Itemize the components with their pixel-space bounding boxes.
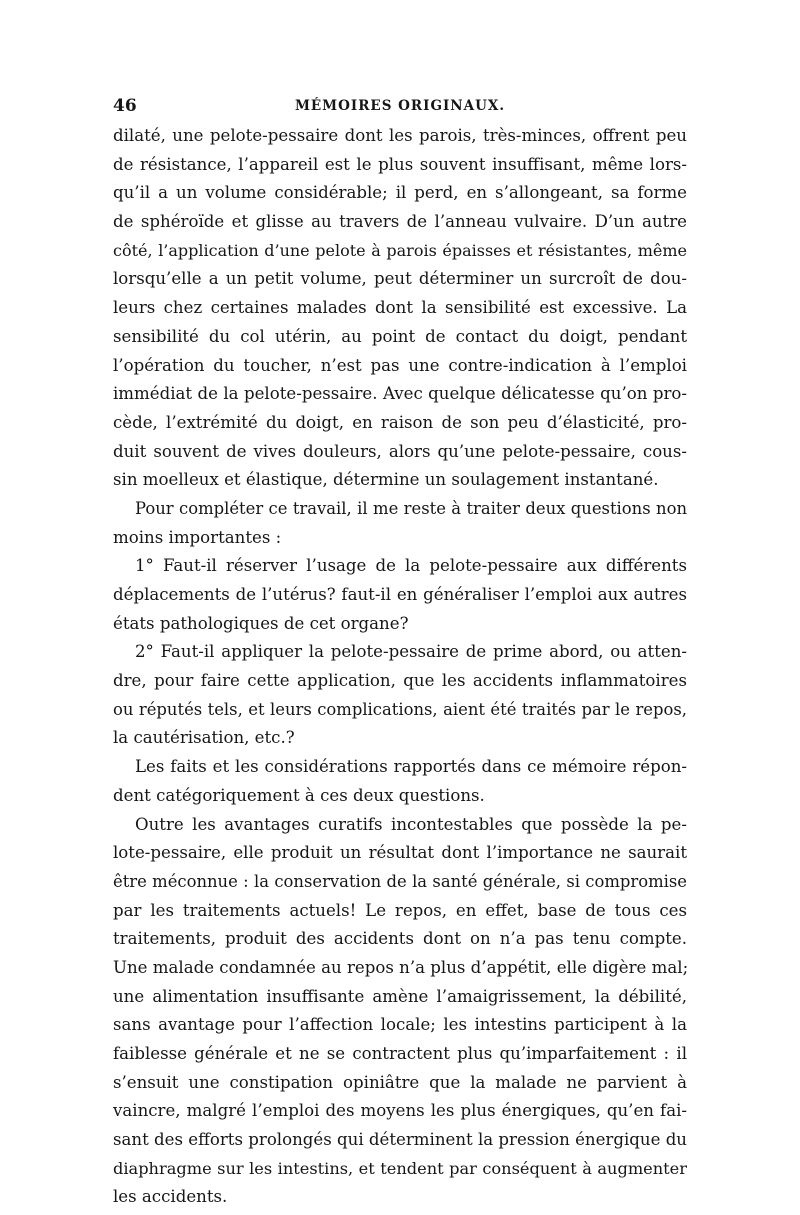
text-line: immédiat de la pelote-pessaire. Avec quelque délicatesse qu’on pro- (113, 384, 687, 404)
text-line: dent catégoriquement à ces deux questions. (113, 785, 485, 805)
text-line: moins importantes : (113, 527, 282, 547)
text-line: être méconnue : la conservation de la santé générale, si compromise (113, 871, 687, 891)
running-title: MÉMOIRES ORIGINAUX. (294, 98, 506, 114)
text-line: déplacements de l’utérus? faut-il en généraliser l’emploi aux autres (113, 585, 687, 604)
text-line: Outre les avantages curatifs incontestables que possède la pe- (135, 814, 687, 834)
text-line: traitements, produit des accidents dont on n’a pas tenu compte. (113, 929, 687, 949)
text-line: duit souvent de vives douleurs, alors qu’une pelote-pessaire, cous- (113, 441, 687, 461)
text-line: lote-pessaire, elle produit un résultat dont l’importance ne saurait (113, 843, 687, 863)
text-line: la cautérisation, etc.? (113, 728, 295, 748)
text-line: états pathologiques de cet organe? (113, 613, 409, 633)
text-line: sin moelleux et élastique, détermine un soulagement instantané. (113, 470, 659, 490)
text-line: les accidents. (113, 1187, 228, 1207)
text-line: dilaté, une pelote-pessaire dont les parois, très-minces, offrent peu (113, 126, 687, 145)
text-line: ou réputés tels, et leurs complications, aient été traités par le repos, (113, 699, 687, 719)
text-line: faiblesse générale et ne se contractent plus qu’imparfaitement : il (113, 1044, 687, 1063)
text-line: l’opération du toucher, n’est pas une contre-indication à l’emploi (113, 355, 687, 375)
text-line: Les faits et les considérations rapportés dans ce mémoire répon- (135, 757, 687, 777)
text-line: qu’il a un volume considérable; il perd, en s’allongeant, sa forme (113, 183, 687, 203)
text-line: lorsqu’elle a un petit volume, peut déterminer un surcroît de dou- (113, 269, 687, 289)
text-line: s’ensuit une constipation opiniâtre que la malade ne parvient à (113, 1072, 687, 1092)
text-line: de résistance, l’appareil est le plus souvent insuffisant, même lors- (113, 154, 687, 174)
body-text (113, 122, 687, 1212)
text-line: diaphragme sur les intestins, et tendent par conséquent à augmenter (113, 1158, 687, 1178)
text-line: Pour compléter ce travail, il me reste à traiter deux questions non (135, 498, 687, 518)
text-line: dre, pour faire cette application, que les accidents inflammatoires (113, 671, 687, 691)
text-line: vaincre, malgré l’emploi des moyens les plus énergiques, qu’en fai- (113, 1101, 687, 1121)
text-line: cède, l’extrémité du doigt, en raison de son peu d’élasticité, pro- (113, 412, 687, 432)
text-line: sant des efforts prolongés qui déterminent la pression énergique du (113, 1130, 687, 1150)
running-head (113, 96, 687, 120)
text-line: 2° Faut-il appliquer la pelote-pessaire de prime abord, ou atten- (135, 642, 687, 662)
page-number: 46 (113, 96, 137, 116)
text-line: 1° Faut-il réserver l’usage de la pelote-pessaire aux différents (135, 556, 687, 576)
text-line: Une malade condamnée au repos n’a plus d’appétit, elle digère mal; (113, 957, 689, 977)
text-line: une alimentation insuffisante amène l’amaigrissement, la débilité, (113, 986, 687, 1006)
text-line: de sphéroïde et glisse au travers de l’anneau vulvaire. D’un autre (113, 212, 687, 232)
text-line: par les traitements actuels! Le repos, en effet, base de tous ces (113, 900, 687, 920)
text-line: leurs chez certaines malades dont la sensibilité est excessive. La (113, 298, 687, 318)
text-line: côté, l’application d’une pelote à parois épaisses et résistantes, même (113, 240, 687, 260)
text-line: sans avantage pour l’affection locale; les intestins participent à la (113, 1015, 687, 1035)
text-line: sensibilité du col utérin, au point de contact du doigt, pendant (113, 326, 687, 346)
